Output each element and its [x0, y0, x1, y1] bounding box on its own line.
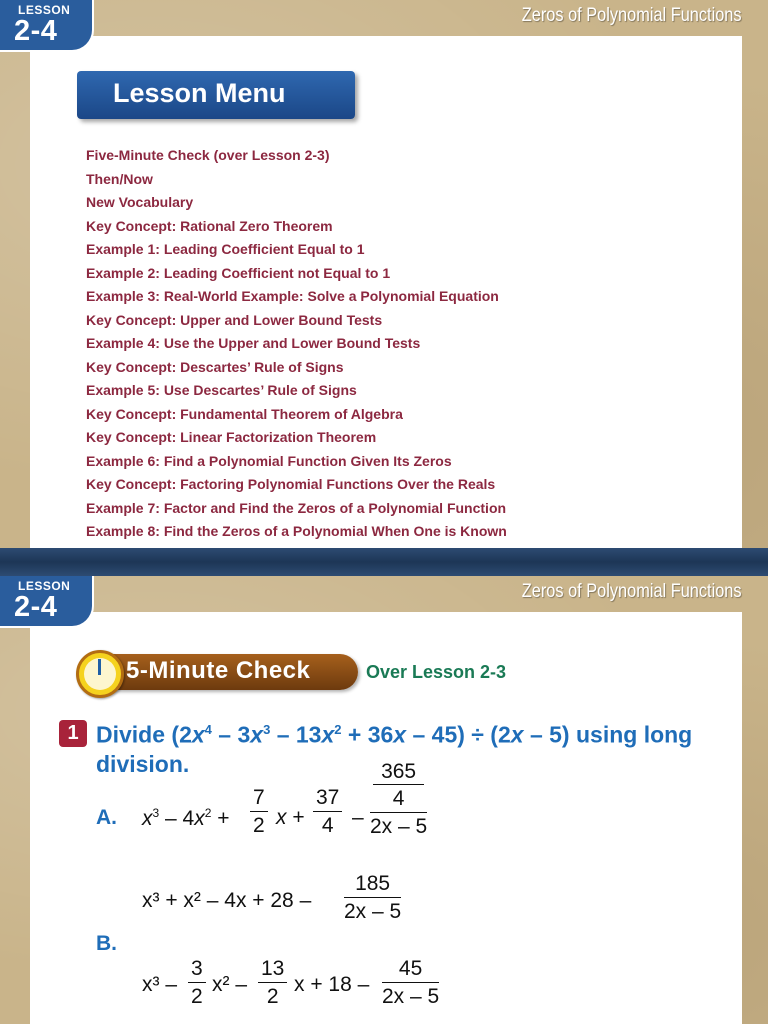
lesson-label: LESSON — [18, 579, 71, 593]
option-a-mid — [276, 806, 305, 830]
menu-link-factoring-over-reals[interactable]: Key Concept: Factoring Polynomial Functions Over the Reals — [86, 476, 496, 492]
option-b-line-1[interactable]: x³ + x² – 4x + 28 – — [142, 889, 312, 912]
clock-hand — [98, 659, 101, 675]
slide-divider — [0, 548, 768, 576]
denominator: 2 — [266, 985, 279, 1008]
menu-link-example-2[interactable]: Example 2: Leading Coefficient not Equal to 1 — [86, 264, 391, 281]
q-var: x — [321, 721, 335, 748]
menu-link-then-now[interactable]: Then/Now — [86, 170, 153, 187]
denominator: 4 — [321, 814, 334, 837]
menu-link-example-7[interactable]: Example 7: Factor and Find the Zeros of a Polynomial Function — [86, 499, 507, 516]
option-b-line-2-fraction-1 — [188, 957, 206, 1009]
a-term: + — [286, 806, 305, 829]
q-var: x — [393, 721, 407, 748]
a-x: x — [276, 806, 287, 829]
option-b-line-2-fraction-2 — [258, 957, 287, 1009]
lesson-topic-title: Zeros of Polynomial Functions — [522, 581, 742, 602]
q-part: Divide (2 — [96, 721, 192, 748]
numerator: 185 — [344, 872, 401, 898]
lesson-number: 2-4 — [14, 591, 58, 623]
lesson-label: LESSON — [18, 3, 71, 17]
lesson-badge — [0, 576, 94, 628]
menu-link-example-1[interactable]: Example 1: Leading Coefficient Equal to 1 — [86, 241, 365, 257]
numerator: 45 — [382, 957, 439, 983]
menu-link-example-6[interactable]: Example 6: Find a Polynomial Function Given Its Zeros — [86, 452, 452, 469]
q-exp: 3 — [263, 722, 271, 737]
a-x: x — [142, 807, 153, 830]
denominator: 2 — [253, 814, 265, 837]
option-b-label[interactable]: B. — [96, 932, 117, 955]
numerator-top: 365 — [373, 760, 424, 785]
denominator: 2 — [191, 985, 203, 1008]
menu-link-five-minute-check[interactable]: Five-Minute Check (over Lesson 2-3) — [86, 147, 330, 163]
lesson-topic-title: Zeros of Polynomial Functions — [522, 5, 742, 26]
lesson-menu-title — [77, 71, 355, 119]
denominator: 2x – 5 — [370, 815, 428, 838]
option-b-line-2-fraction-3 — [382, 957, 439, 1009]
menu-link-example-5[interactable]: Example 5: Use Descartes’ Rule of Signs — [86, 382, 357, 398]
lesson-badge — [0, 0, 94, 52]
numerator-bottom: 4 — [392, 787, 405, 810]
option-b-line-2-lead[interactable]: x³ – — [142, 973, 178, 996]
menu-link-linear-factorization[interactable]: Key Concept: Linear Factorization Theorem — [86, 429, 377, 445]
denominator: 2x – 5 — [344, 900, 402, 923]
menu-link-new-vocabulary[interactable]: New Vocabulary — [86, 194, 194, 210]
q-part: – 13 — [270, 721, 322, 748]
option-a-label[interactable]: A. — [96, 806, 117, 829]
option-a-minus: – — [352, 806, 364, 829]
five-minute-check-banner — [94, 654, 358, 690]
a-exp: 2 — [204, 806, 212, 820]
numerator: 13 — [258, 957, 287, 983]
q-part: – 3 — [211, 721, 251, 748]
option-a-fraction-2 — [313, 786, 342, 838]
menu-link-example-8[interactable]: Example 8: Find the Zeros of a Polynomial When One is Known — [86, 523, 507, 539]
numerator: 37 — [313, 786, 342, 812]
a-term: – 4 — [159, 807, 195, 830]
option-b-line-2-mid-1: x² – — [212, 973, 248, 996]
q-var: x — [250, 721, 264, 748]
clock-icon — [76, 650, 124, 698]
numerator: 3 — [188, 957, 206, 983]
option-a-fraction-3 — [370, 760, 427, 839]
menu-link-example-4[interactable]: Example 4: Use the Upper and Lower Bound Tests — [86, 335, 421, 351]
menu-link-example-3[interactable]: Example 3: Real-World Example: Solve a Polynomial Equation — [86, 288, 499, 304]
q-exp: 4 — [204, 722, 212, 737]
option-b-line-1-fraction — [344, 872, 401, 924]
a-exp: 3 — [152, 806, 160, 820]
denominator: 2x – 5 — [382, 985, 440, 1008]
menu-link-rational-zero-theorem[interactable]: Key Concept: Rational Zero Theorem — [86, 217, 333, 234]
q-var: x — [510, 721, 524, 748]
q-part: + 36 — [341, 721, 394, 748]
menu-link-fundamental-theorem[interactable]: Key Concept: Fundamental Theorem of Algebra — [86, 405, 403, 422]
option-b-line-2-mid-2: x + 18 – — [294, 973, 370, 996]
over-lesson-label: Over Lesson 2-3 — [366, 662, 507, 682]
lesson-number: 2-4 — [14, 15, 58, 47]
lesson-menu-title-text: Lesson Menu — [113, 78, 286, 108]
lesson-menu-list — [86, 144, 507, 544]
complex-numerator — [370, 760, 427, 813]
option-a-lead[interactable] — [142, 806, 230, 831]
five-minute-check-title: 5-Minute Check — [126, 657, 311, 684]
q-var: x — [191, 721, 205, 748]
q-exp: 2 — [334, 722, 342, 737]
a-term: + — [211, 807, 230, 830]
numerator: 7 — [250, 786, 268, 812]
q-part: – 45) ÷ (2 — [406, 721, 511, 748]
question-number-badge: 1 — [59, 720, 87, 747]
option-a-fraction-1 — [250, 786, 268, 838]
menu-link-descartes-rule[interactable]: Key Concept: Descartes’ Rule of Signs — [86, 358, 344, 375]
a-x: x — [194, 807, 205, 830]
menu-link-upper-lower-bound-tests[interactable]: Key Concept: Upper and Lower Bound Tests — [86, 311, 383, 328]
q-part: – 5) using long division. — [96, 721, 693, 777]
